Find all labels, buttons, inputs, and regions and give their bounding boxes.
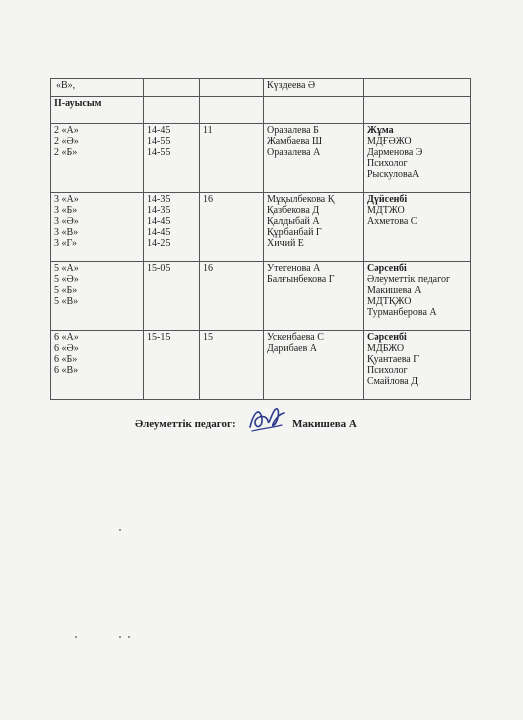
cell-shift-label — [51, 97, 144, 124]
note-line: МДТҚЖО — [367, 296, 412, 307]
cell-teachers — [264, 262, 364, 331]
class-label: 5 «Ә» — [54, 274, 79, 285]
signature-role: Әлеуметтік педагог: — [135, 418, 236, 430]
note-line: РыскуловаА — [367, 169, 420, 180]
teacher-name: Оразалева А — [267, 147, 321, 158]
shift-label: ІІ-ауысым — [54, 98, 102, 109]
cell-day — [364, 97, 471, 124]
teacher-name: Құрбанбай Г — [267, 227, 322, 238]
class-label: 3 «В» — [54, 227, 79, 238]
class-label: 6 «Ә» — [54, 343, 79, 354]
scan-speck — [119, 636, 121, 638]
note-line: Әлеуметтік педагог — [367, 274, 451, 285]
note-line: Дарменова Э — [367, 147, 423, 158]
time-value: 14-35 — [147, 205, 171, 216]
cell-room — [200, 97, 264, 124]
teacher-name: Жамбаева Ш — [267, 136, 323, 147]
class-label: 5 «Б» — [54, 285, 78, 296]
class-label: 5 «А» — [54, 263, 79, 274]
note-line: Турманберова А — [367, 307, 437, 318]
class-label: «В», — [56, 80, 76, 91]
cell-day-notes — [364, 124, 471, 193]
cell-time — [144, 97, 200, 124]
class-label: 6 «В» — [54, 365, 79, 376]
time-value: 14-35 — [147, 194, 171, 205]
note-line: Психолог — [367, 158, 408, 169]
handwritten-signature — [246, 401, 288, 437]
teacher-name: Хичий Е — [267, 238, 304, 249]
time-value: 14-55 — [147, 136, 171, 147]
teacher-name: Балғынбекова Г — [267, 274, 335, 285]
teacher-name: Дарибаев А — [267, 343, 318, 354]
day-label: Жұма — [367, 125, 394, 136]
cell-teachers — [264, 193, 364, 262]
room-number: 16 — [203, 194, 213, 205]
cell-room — [200, 79, 264, 97]
table-row — [51, 193, 471, 262]
cell-day — [364, 79, 471, 97]
class-label: 3 «Б» — [54, 205, 78, 216]
time-value: 14-55 — [147, 147, 171, 158]
scan-speck — [75, 636, 77, 638]
cell-room — [200, 124, 264, 193]
class-label: 5 «В» — [54, 296, 79, 307]
day-label: Сәрсенбі — [367, 332, 407, 343]
teacher-name: Күздеева Ә — [267, 80, 316, 91]
scan-speck — [119, 529, 121, 531]
time-value: 15-05 — [147, 263, 171, 274]
cell-room — [200, 193, 264, 262]
cell-teachers — [264, 331, 364, 400]
cell-classes — [51, 262, 144, 331]
cell-times — [144, 262, 200, 331]
cell-room — [200, 262, 264, 331]
teacher-name: Ускенбаева С — [267, 332, 324, 343]
teacher-name: Мұқылбекова Қ — [267, 194, 335, 205]
time-value: 14-45 — [147, 227, 171, 238]
signature-name: Макишева А — [292, 418, 357, 430]
teacher-name: Қазбекова Д — [267, 205, 320, 216]
cell-day-notes — [364, 331, 471, 400]
cell-times — [144, 124, 200, 193]
class-label: 2 «Б» — [54, 147, 78, 158]
teacher-name: Қалдыбай А — [267, 216, 320, 227]
class-label: 2 «А» — [54, 125, 79, 136]
class-label: 3 «Г» — [54, 238, 78, 249]
class-label: 2 «Ә» — [54, 136, 79, 147]
note-line: Ахметова С — [367, 216, 418, 227]
cell-day-notes — [364, 193, 471, 262]
table-row — [51, 331, 471, 400]
note-line: Смайлова Д — [367, 376, 419, 387]
note-line: МДҒӘЖО — [367, 136, 412, 147]
table-row-top — [51, 79, 471, 97]
schedule-table — [50, 78, 471, 400]
cell-classes — [51, 331, 144, 400]
cell-times — [144, 193, 200, 262]
time-value: 14-45 — [147, 216, 171, 227]
day-label: Дүйсенбі — [367, 194, 408, 205]
time-value: 14-45 — [147, 125, 171, 136]
cell-teachers — [264, 124, 364, 193]
time-value: 14-25 — [147, 238, 171, 249]
note-line: МДБЖО — [367, 343, 405, 354]
cell-teacher — [264, 79, 364, 97]
cell-class — [51, 79, 144, 97]
note-line: Психолог — [367, 365, 408, 376]
scan-speck — [128, 636, 130, 638]
day-label: Сәрсенбі — [367, 263, 407, 274]
cell-times — [144, 331, 200, 400]
teacher-name: Оразалева Б — [267, 125, 319, 136]
table-row-shift — [51, 97, 471, 124]
note-line: Қуантаева Г — [367, 354, 420, 365]
room-number: 11 — [203, 125, 213, 136]
table-row — [51, 262, 471, 331]
room-number: 16 — [203, 263, 213, 274]
cell-room — [200, 331, 264, 400]
note-line: Макишева А — [367, 285, 422, 296]
table-row — [51, 124, 471, 193]
class-label: 3 «А» — [54, 194, 79, 205]
time-value: 15-15 — [147, 332, 171, 343]
class-label: 3 «Ә» — [54, 216, 79, 227]
room-number: 15 — [203, 332, 213, 343]
cell-teacher — [264, 97, 364, 124]
note-line: МДТЖО — [367, 205, 405, 216]
cell-day-notes — [364, 262, 471, 331]
cell-classes — [51, 124, 144, 193]
class-label: 6 «Б» — [54, 354, 78, 365]
cell-time — [144, 79, 200, 97]
class-label: 6 «А» — [54, 332, 79, 343]
cell-classes — [51, 193, 144, 262]
teacher-name: Утегенова А — [267, 263, 321, 274]
